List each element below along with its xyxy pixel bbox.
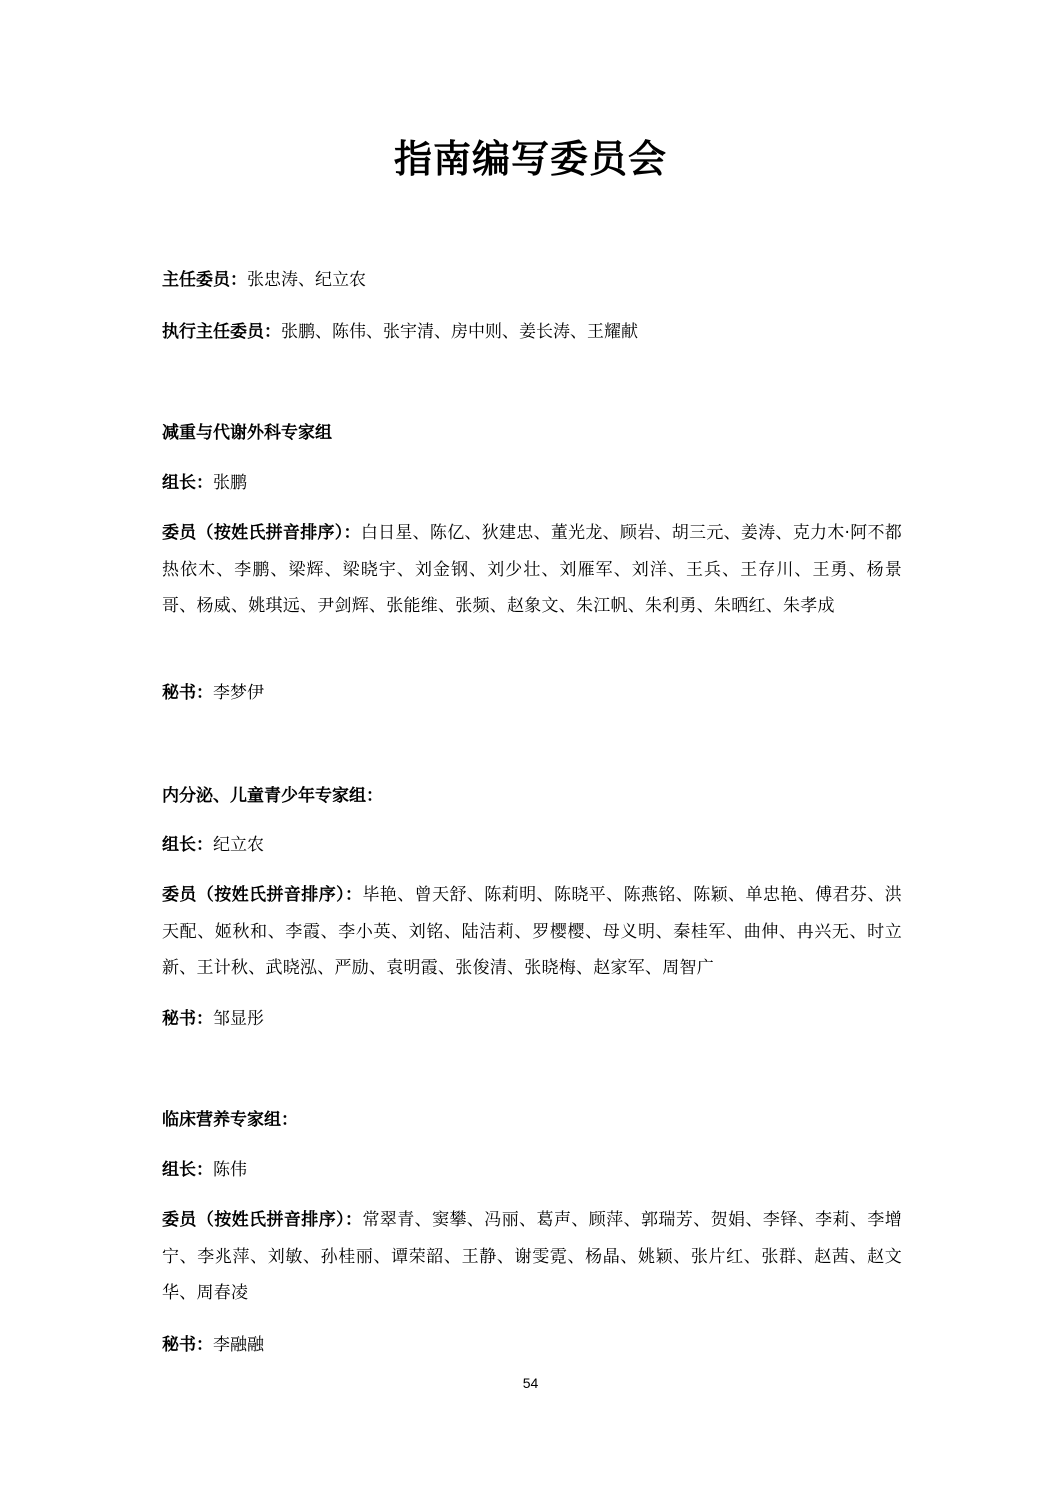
group-members-paragraph — [162, 1202, 902, 1312]
leader-label: 组长： — [162, 835, 213, 855]
secretary-name: 李融融 — [213, 1335, 264, 1355]
secretary-label: 秘书： — [162, 683, 213, 703]
group-leader-line — [162, 471, 247, 495]
secretary-name: 李梦伊 — [213, 683, 264, 703]
secretary-label: 秘书： — [162, 1009, 213, 1029]
members-label: 委员（按姓氏拼音排序）： — [162, 885, 363, 905]
group-secretary-line — [162, 1007, 264, 1031]
chair-line — [162, 268, 366, 292]
leader-name: 纪立农 — [213, 835, 264, 855]
group-secretary-line — [162, 1333, 264, 1357]
group-heading-surgery: 减重与代谢外科专家组 — [162, 423, 332, 443]
exec-chair-label: 执行主任委员： — [162, 322, 281, 342]
page-number: 54 — [522, 1375, 539, 1391]
secretary-name: 邹显彤 — [213, 1009, 264, 1029]
group-leader-line — [162, 1158, 247, 1182]
members-list: 常翠青、窦攀、冯丽、葛声、顾萍、郭瑞芳、贺娟、李铎、李莉、李增宁、李兆萍、刘敏、孙桂丽、谭荣韶、王静、谢雯霓、杨晶、姚颖、张片红、张群、赵茜、赵文华、周春凌 — [162, 1210, 903, 1303]
group-heading-endocrine: 内分泌、儿童青少年专家组： — [162, 786, 383, 806]
exec-chair-names: 张鹏、陈伟、张宇清、房中则、姜长涛、王耀献 — [281, 322, 638, 342]
group-secretary-line — [162, 681, 264, 705]
page-title: 指南编写委员会 — [393, 137, 667, 181]
members-label: 委员（按姓氏拼音排序）： — [162, 1210, 363, 1230]
group-heading-nutrition: 临床营养专家组： — [162, 1110, 298, 1130]
members-list: 白日星、陈亿、狄建忠、董光龙、顾岩、胡三元、姜涛、克力木·阿不都热依木、李鹏、梁辉、梁晓宇、刘金钢、刘少壮、刘雁军、刘洋、王兵、王存川、王勇、杨景哥、杨威、姚琪远、尹剑辉、张能维、张频、赵象文、朱江帆、朱利勇、朱晒红、朱孝成 — [162, 523, 903, 616]
members-list: 毕艳、曾天舒、陈莉明、陈晓平、陈燕铭、陈颖、单忠艳、傅君芬、洪天配、姬秋和、李霞、李小英、刘铭、陆洁莉、罗樱樱、母义明、秦桂军、曲伸、冉兴无、时立新、王计秋、武晓泓、严励、袁明霞、张俊清、张晓梅、赵家军、周智广 — [162, 885, 903, 978]
members-label: 委员（按姓氏拼音排序）： — [162, 523, 361, 543]
group-members-paragraph — [162, 877, 902, 987]
leader-label: 组长： — [162, 1160, 213, 1180]
secretary-label: 秘书： — [162, 1335, 213, 1355]
leader-name: 张鹏 — [213, 473, 247, 493]
chair-names: 张忠涛、纪立农 — [247, 270, 366, 290]
chair-label: 主任委员： — [162, 270, 247, 290]
group-leader-line — [162, 833, 264, 857]
exec-chair-line — [162, 320, 638, 344]
group-members-paragraph — [162, 515, 902, 625]
leader-name: 陈伟 — [213, 1160, 247, 1180]
leader-label: 组长： — [162, 473, 213, 493]
